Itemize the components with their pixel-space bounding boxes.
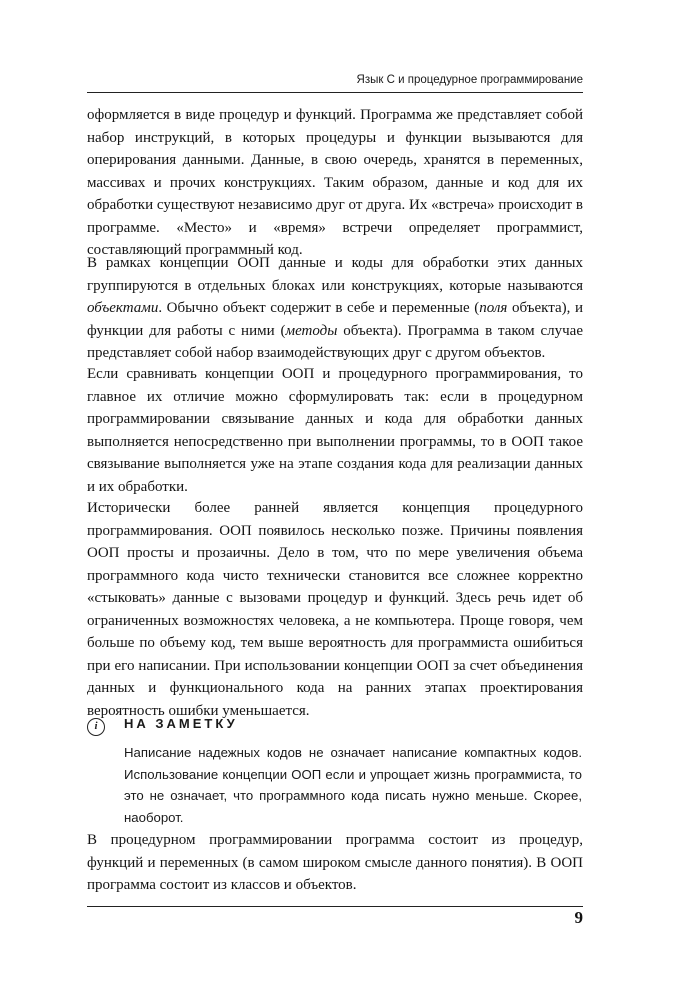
paragraph-2 [87,252,583,365]
paragraph-3: Если сравнивать концепции ООП и процедурного программирования, то главное их отличие можно сформулировать так: если в процедурном программировании связывание данных и кода для обработки данных выполняется непосредственно при выполнении программы, то в ООП такое связывание выполняется уже на этапе создания кода для реализации данных и их обработки. [87,366,583,495]
footer-rule [87,906,583,907]
term-methods: методы [285,322,338,339]
paragraph-2-part-g: объекта). Программа в таком случае представляет собой набор взаимодействующих друг с другом объектов. [87,322,583,361]
paragraph-2-part-a: В рамках концепции ООП данные и коды для обработки этих данных группируются в отдельных блоках или конструкциях, которые называются [87,255,583,294]
note-body: Написание надежных кодов не означает написание компактных кодов. Использование концепции ООП если и упрощает жизнь программиста, то это не означает, что программного кода писать нужно меньше. Скорее, наоборот. [124,745,582,825]
paragraph-4: Исторически более ранней является концепция процедурного программирования. ООП появилось несколько позже. Причины появления ООП просты и прозаичны. Дело в том, что по мере увеличения объема программного кода чисто технически становится все сложнее корректно «стыковать» данные с вызовами процедур и функций. Здесь речь идет об ограниченных возможностях человека, а не компьютера. Проще говоря, чем больше по объему код, тем выше вероятность для программиста ошибиться при его написании. При использовании концепции ООП за счет объединения данных и функционального кода на ранних этапах проектирования вероятность ошибки уменьшается. [87,500,583,719]
info-icon: i [87,718,105,736]
paragraph-2-part-e: объекта), и функции для работы с ними ( [87,300,583,339]
paragraph-1: оформляется в виде процедур и функций. Программа же представляет собой набор инструкций, в которых процедуры и функции вызываются для оперирования данными. Данные, в свою очередь, хранятся в переменных, массивах и прочих конструкциях. Таким образом, данные и код для их обработки существуют независимо друг от друга. Их «встреча» происходит в программе. «Место» и «время» встречи определяет программист, составляющий программный код. [87,107,583,258]
term-objects: объектами [87,300,159,316]
running-header: Язык C и процедурное программирование [356,74,583,86]
term-fields: поля [479,300,508,316]
header-rule [87,92,583,93]
page-number: 9 [574,908,583,927]
note-title: НА ЗАМЕТКУ [124,716,238,731]
paragraph-2-part-c: . Обычно объект содержит в себе и переменные ( [158,300,480,316]
paragraph-5: В процедурном программировании программа состоит из процедур, функций и переменных (в самом широком смысле данного понятия). В ООП программа состоит из классов и объектов. [87,832,583,893]
